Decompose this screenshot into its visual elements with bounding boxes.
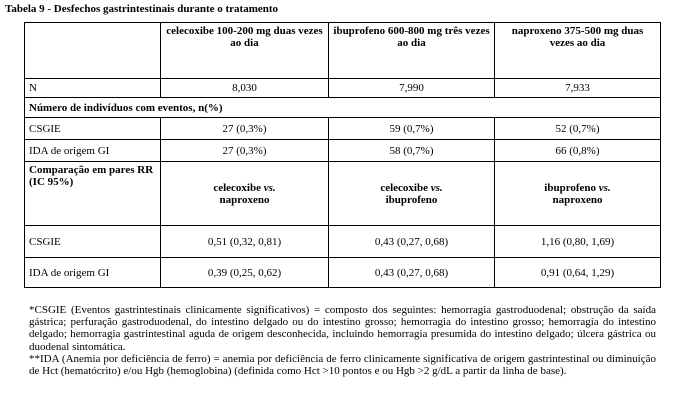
header-empty-cell <box>25 23 161 79</box>
cell-value: 0,39 (0,25, 0,62) <box>161 258 329 288</box>
outcomes-table <box>24 22 661 288</box>
row-label: N <box>25 79 161 98</box>
cell-value: 8,030 <box>161 79 329 98</box>
cell-value: 0,43 (0,27, 0,68) <box>329 258 495 288</box>
cell-value: 27 (0,3%) <box>161 140 329 162</box>
table-header-row <box>25 23 661 79</box>
table-row-ida-events <box>25 140 661 162</box>
comparison-header-3: ibuprofeno vs. naproxeno <box>495 162 661 226</box>
header-ibuprofeno: ibuprofeno 600-800 mg três vezes ao dia <box>329 23 495 79</box>
header-naproxeno: naproxeno 375-500 mg duas vezes ao dia <box>495 23 661 79</box>
footnote-csgie: *CSGIE (Eventos gastrintestinais clinicamente significativos) = composto dos seguintes: hemorragia gastroduodenal; obstrução da saída gástrica; perfuração gastroduodenal, do intestino delgado ou do intestino grosso; hemorragia do intestino grosso; hemorragia do intestino delgado; hemorragia gastrintestinal aguda de origem desconhecida, incluindo hemorragia presumida do intestino delgado; úlcera gástrica ou duodenal sintomática. <box>29 304 656 353</box>
row-label: IDA de origem GI <box>25 140 161 162</box>
cell-value: 66 (0,8%) <box>495 140 661 162</box>
section-row-events <box>25 98 661 118</box>
section-label: Número de indivíduos com eventos, n(%) <box>25 98 661 118</box>
row-label: IDA de origem GI <box>25 258 161 288</box>
comparison-header-2: celecoxibe vs. ibuprofeno <box>329 162 495 226</box>
comparison-label: Comparação em pares RR (IC 95%) <box>25 162 161 226</box>
cell-value: 7,933 <box>495 79 661 98</box>
comparison-header-row <box>25 162 661 226</box>
cell-value: 58 (0,7%) <box>329 140 495 162</box>
cell-value: 7,990 <box>329 79 495 98</box>
cell-value: 27 (0,3%) <box>161 118 329 140</box>
cell-value: 59 (0,7%) <box>329 118 495 140</box>
cell-value: 52 (0,7%) <box>495 118 661 140</box>
cell-value: 1,16 (0,80, 1,69) <box>495 226 661 258</box>
cell-value: 0,91 (0,64, 1,29) <box>495 258 661 288</box>
table-row-csgie-rr <box>25 226 661 258</box>
header-celecoxibe: celecoxibe 100-200 mg duas vezes ao dia <box>161 23 329 79</box>
row-label: CSGIE <box>25 118 161 140</box>
footnote-ida: **IDA (Anemia por deficiência de ferro) = anemia por deficiência de ferro clinicamente significativa de origem gastrintestinal ou diminuição de Hct (hematócrito) e/ou Hgb (hemoglobina) (definida como Hct >10 pontos e ou Hgb >2 g/dL a partir da linha de base). <box>29 352 656 378</box>
cell-value: 0,43 (0,27, 0,68) <box>329 226 495 258</box>
table-row-n <box>25 79 661 98</box>
table-row-ida-rr <box>25 258 661 288</box>
row-label: CSGIE <box>25 226 161 258</box>
table-row-csgie-events <box>25 118 661 140</box>
cell-value: 0,51 (0,32, 0,81) <box>161 226 329 258</box>
table-title: Tabela 9 - Desfechos gastrintestinais durante o tratamento <box>5 3 279 15</box>
footnotes <box>29 304 656 377</box>
comparison-header-1: celecoxibe vs. naproxeno <box>161 162 329 226</box>
